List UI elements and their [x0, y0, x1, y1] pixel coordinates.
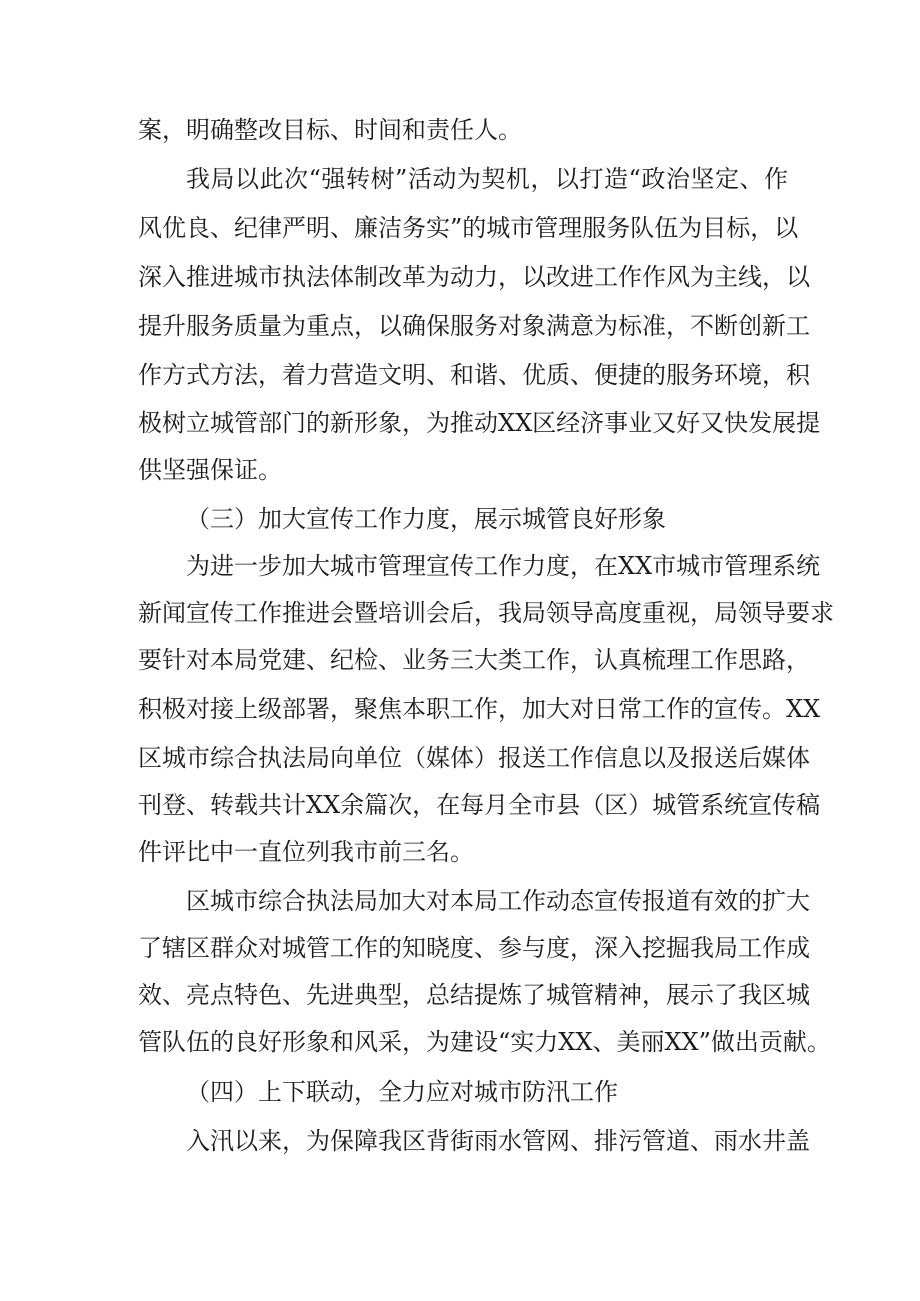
- paragraph-line: 提升服务质量为重点，以确保服务对象满意为标准，不断创新工: [138, 312, 810, 340]
- paragraph-line: 积极对接上级部署，聚焦本职工作，加大对日常工作的宣传。XX: [138, 695, 821, 723]
- paragraph-line: 案，明确整改目标、时间和责任人。: [138, 116, 522, 144]
- paragraph-line: 刊登、转载共计XX余篇次，在每月全市县（区）城管系统宣传稿: [138, 791, 821, 819]
- paragraph-line: 效、亮点特色、先进典型，总结提炼了城管精神，展示了我区城: [138, 981, 810, 1009]
- section-heading: （四）上下联动，全力应对城市防汛工作: [186, 1078, 618, 1106]
- paragraph-line: 风优良、纪律严明、廉洁务实”的城市管理服务队伍为目标，以: [138, 214, 799, 242]
- section-heading: （三）加大宣传工作力度，展示城管良好形象: [186, 505, 666, 533]
- paragraph-line: 作方式方法，着力营造文明、和谐、优质、便捷的服务环境，积: [138, 361, 810, 389]
- paragraph-line: 供坚强保证。: [138, 456, 282, 484]
- paragraph-line: 深入推进城市执法体制改革为动力，以改进工作作风为主线，以: [138, 263, 810, 291]
- paragraph-line: 区城市综合执法局向单位（媒体）报送工作信息以及报送后媒体: [138, 744, 810, 772]
- paragraph-line: 区城市综合执法局加大对本局工作动态宣传报道有效的扩大: [186, 887, 810, 915]
- paragraph-line: 要针对本局党建、纪检、业务三大类工作，认真梳理工作思路，: [138, 646, 810, 674]
- paragraph-line: 我局以此次“强转树”活动为契机，以打造“政治坚定、作: [186, 165, 788, 193]
- paragraph-line: 入汛以来，为保障我区背街雨水管网、排污管道、雨水井盖: [186, 1127, 810, 1155]
- paragraph-line: 新闻宣传工作推进会暨培训会后，我局领导高度重视，局领导要求: [138, 599, 834, 627]
- paragraph-line: 了辖区群众对城管工作的知晓度、参与度，深入挖掘我局工作成: [138, 934, 810, 962]
- paragraph-line: 极树立城管部门的新形象，为推动XX区经济事业又好又快发展提: [138, 409, 821, 437]
- paragraph-line: 管队伍的良好形象和风采，为建设“实力XX、美丽XX”做出贡献。: [138, 1028, 831, 1056]
- paragraph-line: 件评比中一直位列我市前三名。: [138, 838, 474, 866]
- paragraph-line: 为进一步加大城市管理宣传工作力度，在XX市城市管理系统: [186, 552, 821, 580]
